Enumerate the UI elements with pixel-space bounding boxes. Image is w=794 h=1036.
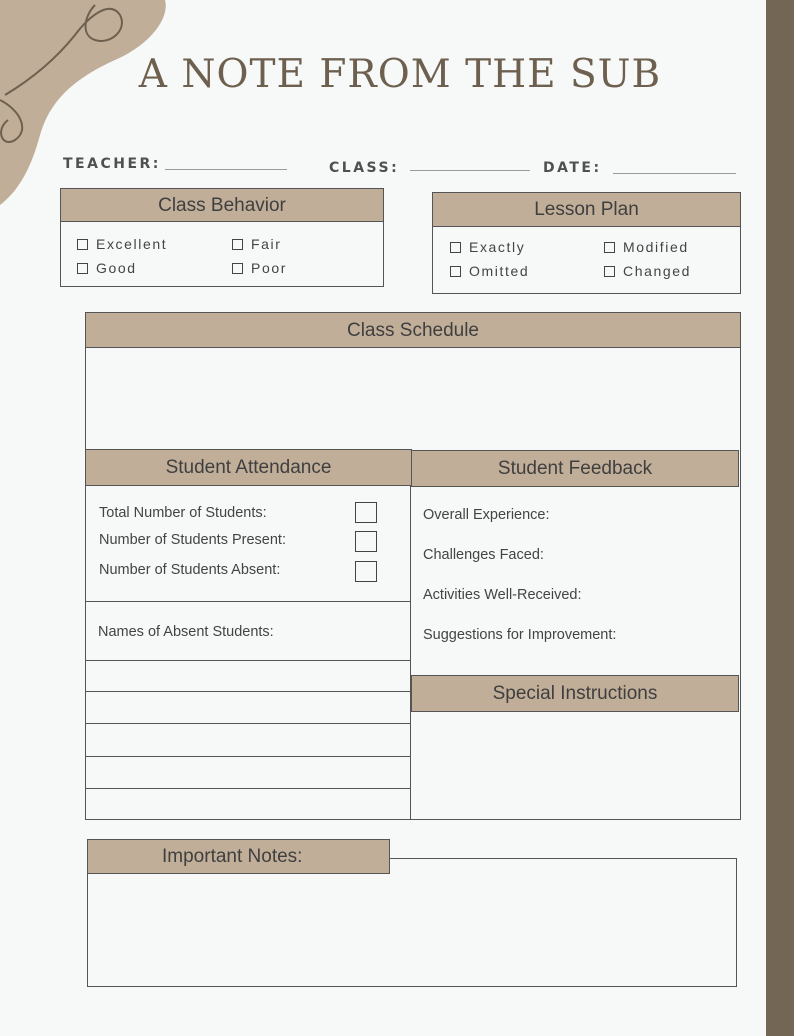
absent-name-line[interactable] bbox=[85, 691, 410, 692]
important-notes-area[interactable] bbox=[87, 858, 737, 987]
changed-checkbox[interactable]: Changed bbox=[604, 263, 691, 279]
checkbox-square-icon bbox=[232, 239, 243, 250]
lesson-plan-panel bbox=[432, 225, 741, 294]
overall-experience-label: Overall Experience: bbox=[423, 507, 550, 523]
omitted-checkbox[interactable]: Omitted bbox=[450, 263, 529, 279]
suggestions-label: Suggestions for Improvement: bbox=[423, 627, 617, 643]
important-notes-header: Important Notes: bbox=[87, 839, 390, 874]
lesson-plan-header: Lesson Plan bbox=[432, 192, 741, 227]
activities-received-label: Activities Well-Received: bbox=[423, 587, 582, 603]
absent-students-box[interactable] bbox=[355, 561, 377, 582]
date-label: DATE: bbox=[543, 160, 602, 176]
total-students-label: Total Number of Students: bbox=[99, 505, 267, 521]
absent-names-label: Names of Absent Students: bbox=[98, 624, 274, 640]
checkbox-square-icon bbox=[232, 263, 243, 274]
present-students-label: Number of Students Present: bbox=[99, 532, 286, 548]
student-feedback-header: Student Feedback bbox=[411, 450, 739, 487]
present-students-box[interactable] bbox=[355, 531, 377, 552]
checkbox-square-icon bbox=[604, 242, 615, 253]
modified-checkbox[interactable]: Modified bbox=[604, 239, 689, 255]
checkbox-square-icon bbox=[604, 266, 615, 277]
class-schedule-header: Class Schedule bbox=[85, 312, 741, 348]
absent-name-line[interactable] bbox=[85, 756, 410, 757]
good-checkbox[interactable]: Good bbox=[77, 260, 137, 276]
absent-students-label: Number of Students Absent: bbox=[99, 562, 281, 578]
fair-checkbox[interactable]: Fair bbox=[232, 236, 282, 252]
class-behavior-header: Class Behavior bbox=[60, 188, 384, 222]
class-field[interactable] bbox=[410, 170, 530, 171]
challenges-faced-label: Challenges Faced: bbox=[423, 547, 544, 563]
student-attendance-header: Student Attendance bbox=[85, 449, 412, 486]
checkbox-square-icon bbox=[77, 239, 88, 250]
absent-name-line[interactable] bbox=[85, 788, 410, 789]
class-label: CLASS: bbox=[329, 160, 400, 176]
checkbox-square-icon bbox=[77, 263, 88, 274]
class-schedule-area[interactable] bbox=[86, 348, 740, 448]
checkbox-square-icon bbox=[450, 266, 461, 277]
total-students-box[interactable] bbox=[355, 502, 377, 523]
exactly-checkbox[interactable]: Exactly bbox=[450, 239, 525, 255]
checkbox-square-icon bbox=[450, 242, 461, 253]
special-instructions-area[interactable] bbox=[412, 712, 739, 819]
class-behavior-panel bbox=[60, 220, 384, 287]
special-instructions-header: Special Instructions bbox=[411, 675, 739, 712]
poor-checkbox[interactable]: Poor bbox=[232, 260, 287, 276]
teacher-field[interactable] bbox=[165, 169, 287, 170]
swirl-decoration bbox=[0, 0, 200, 210]
page-title: A NOTE FROM THE SUB bbox=[138, 52, 662, 97]
excellent-checkbox[interactable]: Excellent bbox=[77, 236, 167, 252]
teacher-label: TEACHER: bbox=[63, 156, 161, 172]
date-field[interactable] bbox=[613, 173, 736, 174]
absent-name-line[interactable] bbox=[85, 723, 410, 724]
